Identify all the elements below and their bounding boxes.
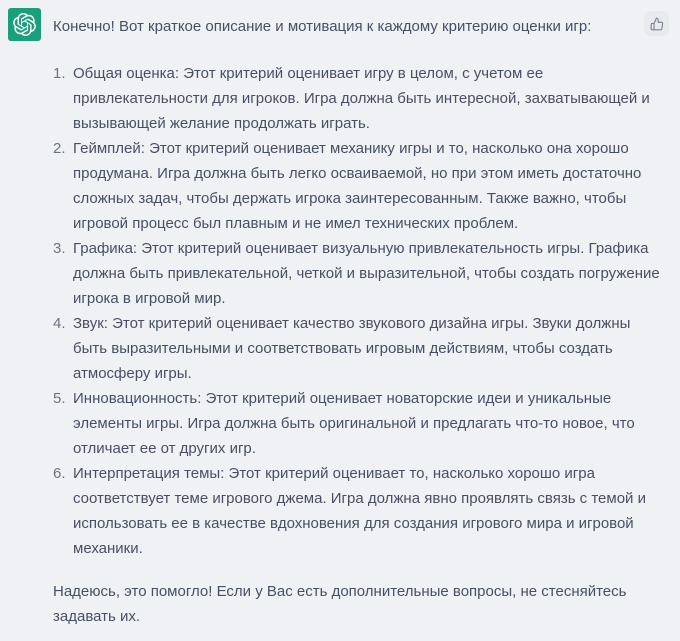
list-item-text: Графика: Этот критерий оценивает визуальную привлекательность игры. Графика должна быть привлекательной, четкой и выразительной, чтобы создать погружение игрока в игровой мир. (73, 240, 660, 307)
criteria-list (53, 61, 666, 561)
list-item (53, 461, 666, 561)
list-item (53, 136, 666, 236)
list-item-text: Звук: Этот критерий оценивает качество звукового дизайна игры. Звуки должны быть выразительными и соответствовать игровым действиям, чтобы создать атмосферу игры. (73, 315, 631, 382)
thumbs-up-button[interactable] (644, 11, 669, 36)
list-item-text: Геймплей: Этот критерий оценивает механику игры и то, насколько она хорошо продумана. Игра должна быть легко осваиваемой, но при этом иметь достаточно сложных задач, чтобы держать игрока заинтересованным. Также важно, чтобы игровой процесс был плавным и не имел технических проблем. (73, 140, 642, 232)
list-item-text: Общая оценка: Этот критерий оценивает игру в целом, с учетом ее привлекательности для игроков. Игра должна быть интересной, захватывающей и вызывающей желание продолжать играть. (73, 65, 650, 132)
list-item (53, 311, 666, 386)
list-item-text: Инновационность: Этот критерий оценивает новаторские идеи и уникальные элементы игры. Игра должна быть оригинальной и предлагать что-то новое, что отличает ее от других игр. (73, 390, 635, 457)
message-intro: Конечно! Вот краткое описание и мотивация к каждому критерию оценки игр: (53, 18, 592, 35)
list-item (53, 386, 666, 461)
list-item-number: 4. (53, 315, 66, 332)
list-item-number: 2. (53, 140, 66, 157)
list-item-number: 6. (53, 465, 66, 482)
thumbs-up-icon (650, 17, 664, 31)
list-item-number: 3. (53, 240, 66, 257)
message-outro: Надеюсь, это помогло! Если у Вас есть дополнительные вопросы, не стесняйтесь задавать их. (53, 583, 627, 625)
list-item-number: 1. (53, 65, 66, 82)
list-item-number: 5. (53, 390, 66, 407)
list-item (53, 61, 666, 136)
list-item (53, 236, 666, 311)
message-content (53, 8, 672, 641)
assistant-avatar (8, 8, 41, 41)
list-item-text: Интерпретация темы: Этот критерий оценивает то, насколько хорошо игра соответствует теме игрового джема. Игра должна явно проявлять связь с темой и использовать ее в качестве вдохновения для создания игрового мира и игровой механики. (73, 465, 646, 557)
openai-logo-icon (13, 13, 36, 36)
feedback-controls (644, 11, 669, 36)
